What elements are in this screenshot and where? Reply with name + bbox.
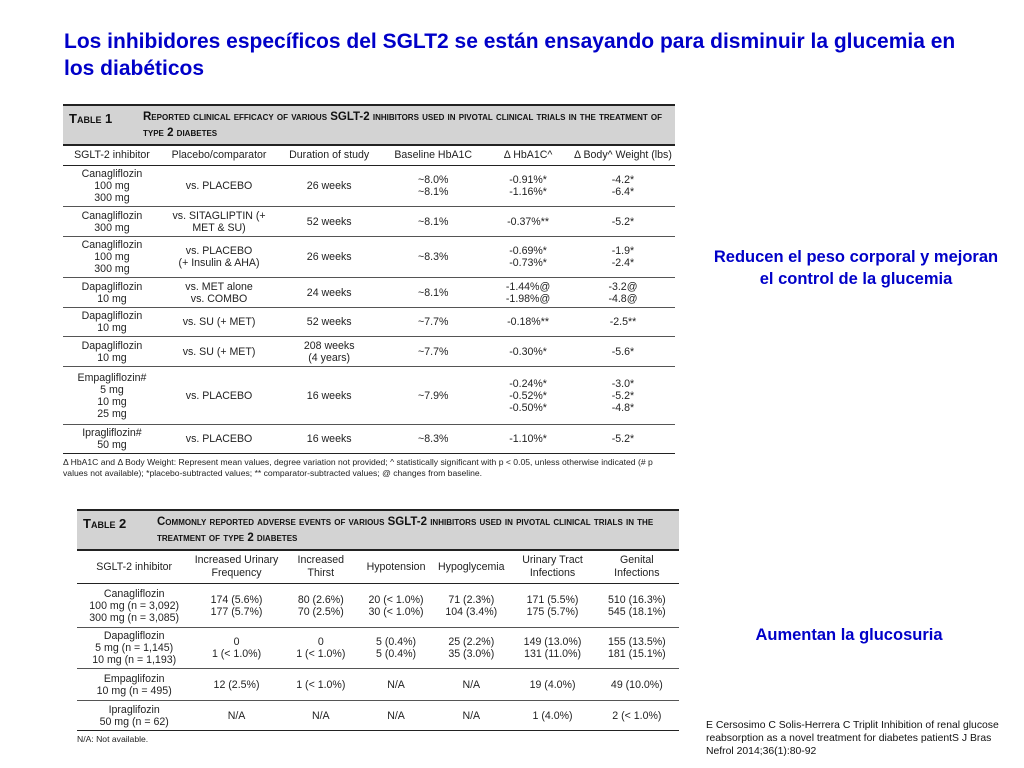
cell-line: 52 weeks <box>306 316 352 328</box>
table-cell <box>360 669 432 701</box>
cell-line: 19 (4.0%) <box>529 678 576 691</box>
cell-line: vs. MET alone <box>185 280 253 293</box>
column-header: Urinary Tract Infections <box>510 551 594 584</box>
cell-line: 171 (5.5%) <box>526 593 579 606</box>
table-cell <box>381 278 485 308</box>
table-cell <box>282 669 360 701</box>
cell-line: 71 (2.3%) <box>448 593 495 606</box>
cell-line: -0.52%* <box>509 389 547 402</box>
cell-line: N/A <box>227 709 246 722</box>
column-header: Increased Urinary Frequency <box>191 551 281 584</box>
table-cell <box>510 584 594 628</box>
table-cell <box>381 237 485 278</box>
table-cell <box>381 367 485 425</box>
table-cell <box>485 207 571 237</box>
cell-line: 5 mg <box>100 383 124 396</box>
cell-line: 50 mg (n = 62) <box>99 715 169 728</box>
table-cell <box>485 367 571 425</box>
table-cell <box>571 425 675 454</box>
column-header: SGLT-2 inhibitor <box>63 146 161 166</box>
table-row <box>63 278 675 308</box>
cell-line: -3.2@ <box>608 280 638 293</box>
cell-line: 16 weeks <box>306 433 352 445</box>
table-row <box>63 237 675 278</box>
cell-line: 10 mg (n = 1,193) <box>92 654 177 666</box>
table-row <box>63 166 675 207</box>
cell-line: 26 weeks <box>306 180 352 192</box>
table-cell <box>432 669 510 701</box>
cell-line: ~8.3% <box>418 433 449 445</box>
cell-line: 5 (0.4%) <box>376 636 417 648</box>
cell-line: vs. PLACEBO <box>185 433 253 445</box>
table-cell <box>161 367 277 425</box>
table-cell <box>282 584 360 628</box>
slide-title: Los inhibidores específicos del SGLT2 se están ensayando para disminuir la glucemia en los diabéticos <box>64 30 956 80</box>
cell-line: Canagliflozin <box>81 209 143 222</box>
table-cell <box>485 425 571 454</box>
cell-line: vs. SITAGLIPTIN (+ <box>172 209 266 222</box>
column-header: Genital Infections <box>595 551 679 584</box>
table-cell <box>571 337 675 367</box>
cell-line: 25 (2.2%) <box>448 636 495 648</box>
table-cell <box>485 166 571 207</box>
cell-line: 10 mg <box>97 351 127 364</box>
cell-line: 155 (13.5%) <box>607 636 666 648</box>
cell-line: vs. SU (+ MET) <box>182 345 256 358</box>
cell-line: 70 (2.5%) <box>297 605 344 618</box>
table-cell <box>77 628 191 669</box>
cell-line: 35 (3.0%) <box>448 648 495 660</box>
column-header: Δ Body^ Weight (lbs) <box>571 146 675 166</box>
cell-line: (4 years) <box>308 351 351 364</box>
table-cell <box>63 308 161 337</box>
table-cell <box>161 308 277 337</box>
table-cell <box>510 701 594 731</box>
side-text-weight: Reducen el peso corporal y mejoran el control de la glucemia <box>713 248 999 288</box>
cell-line: 49 (10.0%) <box>610 678 663 691</box>
table-cell <box>63 337 161 367</box>
table-cell <box>432 584 510 628</box>
cell-line: -1.98%@ <box>505 292 551 305</box>
cell-line: ~8.3% <box>418 251 449 263</box>
cell-line: vs. PLACEBO <box>185 180 253 192</box>
table-cell <box>510 628 594 669</box>
cell-line: Canagliflozin <box>103 587 165 600</box>
cell-line: Empaglifozin <box>103 672 165 685</box>
table-cell <box>510 669 594 701</box>
cell-line: Dapagliflozin <box>81 280 143 293</box>
cell-line: -0.24%* <box>509 377 547 390</box>
side-text-glucosuria: Aumentan la glucosuria <box>755 626 943 644</box>
cell-line: -2.4* <box>611 257 635 269</box>
table-1-caption-bar <box>63 104 675 146</box>
cell-line: 26 weeks <box>306 251 352 263</box>
table-cell <box>595 669 679 701</box>
cell-line: MET & SU) <box>192 221 246 234</box>
table-cell <box>277 166 381 207</box>
cell-line: -5.2* <box>611 433 635 445</box>
reference-citation: E Cersosimo C Solis-Herrera C Triplit Inhibition of renal glucose reabsorption as a novel treatment for diabetes patientS J Bras Nefrol 2014;36(1):80-92 <box>706 720 999 757</box>
cell-line: 100 mg <box>94 251 130 263</box>
cell-line: 174 (5.6%) <box>210 593 263 606</box>
table-cell <box>63 367 161 425</box>
cell-line: -0.50%* <box>509 401 547 414</box>
table-cell <box>485 237 571 278</box>
cell-line: 300 mg <box>94 221 130 234</box>
cell-line: 131 (11.0%) <box>524 648 581 660</box>
table-2-label: Table 2 <box>83 516 127 531</box>
cell-line: -2.5** <box>609 316 637 328</box>
table-cell <box>277 278 381 308</box>
table-cell <box>381 425 485 454</box>
table-cell <box>161 337 277 367</box>
table-cell <box>485 337 571 367</box>
table-1-footnote: Δ HbA1C and Δ Body Weight: Represent mean values, degree variation not provided; ^ statistically significant with p < 0.05, unless otherwise indicated (# p values not available); *placebo-subtracted values; ** comparator-subtracted values; @ changes from baseline. <box>63 457 653 478</box>
cell-line: 175 (5.7%) <box>526 605 579 618</box>
table-cell <box>277 308 381 337</box>
table-cell <box>381 207 485 237</box>
cell-line: -1.16%* <box>509 186 547 198</box>
table-cell <box>571 278 675 308</box>
cell-line: 1 (< 1.0%) <box>296 648 346 660</box>
table-row <box>63 308 675 337</box>
cell-line: 2 (< 1.0%) <box>612 709 662 722</box>
cell-line: 5 (0.4%) <box>376 648 417 660</box>
table-row <box>77 628 679 669</box>
table-cell <box>571 308 675 337</box>
table-cell <box>77 669 191 701</box>
table-row <box>77 584 679 628</box>
cell-line: ~7.7% <box>418 316 449 328</box>
table-cell <box>161 278 277 308</box>
cell-line: 100 mg <box>94 180 130 192</box>
table-cell <box>63 425 161 454</box>
table-cell <box>161 237 277 278</box>
table-cell <box>277 237 381 278</box>
cell-line: Empagliflozin# <box>77 371 147 384</box>
column-header: Δ HbA1C^ <box>485 146 571 166</box>
cell-line: 1 (< 1.0%) <box>211 648 262 660</box>
table-cell <box>360 701 432 731</box>
table-cell <box>63 166 161 207</box>
column-header: Increased Thirst <box>282 551 360 584</box>
cell-line: Ipraglifozin <box>108 703 160 716</box>
cell-line: -4.8* <box>611 401 635 414</box>
cell-line: 0 <box>233 636 240 648</box>
table-row <box>63 207 675 237</box>
cell-line: -4.2* <box>611 174 635 186</box>
table-cell <box>77 701 191 731</box>
cell-line: 545 (18.1%) <box>607 605 666 618</box>
cell-line: 20 (< 1.0%) <box>368 593 424 606</box>
cell-line: ~7.9% <box>418 389 449 402</box>
column-header: Placebo/comparator <box>161 146 277 166</box>
cell-line: 300 mg <box>94 263 130 275</box>
cell-line: -0.18%** <box>507 316 549 328</box>
cell-line: ~8.0% <box>418 174 449 186</box>
table-cell <box>432 701 510 731</box>
cell-line: -1.9* <box>611 245 635 257</box>
table-cell <box>63 237 161 278</box>
table-cell <box>63 207 161 237</box>
table-cell <box>191 669 281 701</box>
table-1-caption: Reported clinical efficacy of various SGLT-2 inhibitors used in pivotal clinical trials in the treatment of type 2 diabetes <box>143 111 663 139</box>
cell-line: 181 (15.1%) <box>607 648 666 660</box>
cell-line: 10 mg <box>97 395 127 408</box>
cell-line: -0.91%* <box>509 174 547 186</box>
table-cell <box>191 701 281 731</box>
cell-line: N/A <box>387 678 405 691</box>
cell-line: 10 mg <box>97 292 127 305</box>
cell-line: ~8.1% <box>418 215 449 228</box>
cell-line: 80 (2.6%) <box>297 593 344 606</box>
table-cell <box>485 278 571 308</box>
column-header: Hypoglycemia <box>432 551 510 584</box>
cell-line: Canagliflozin <box>81 168 143 180</box>
table-2 <box>77 509 679 745</box>
table-cell <box>277 367 381 425</box>
cell-line: vs. PLACEBO <box>185 389 253 402</box>
table-1-label: Table 1 <box>69 111 113 126</box>
efficacy-table <box>63 146 675 454</box>
cell-line: ~8.1% <box>418 186 449 198</box>
table-row <box>63 425 675 454</box>
cell-line: Canagliflozin <box>81 239 143 251</box>
cell-line: 50 mg <box>97 439 127 451</box>
table-2-caption-bar <box>77 509 679 551</box>
table-2-footnote: N/A: Not available. <box>77 734 149 744</box>
cell-line: -0.30%* <box>509 345 547 358</box>
table-cell <box>571 237 675 278</box>
cell-line: -1.10%* <box>509 433 547 445</box>
cell-line: (+ Insulin & AHA) <box>178 257 260 269</box>
cell-line: -4.8@ <box>608 292 638 305</box>
cell-line: 16 weeks <box>306 389 352 402</box>
table-1 <box>63 104 675 479</box>
cell-line: 10 mg (n = 495) <box>96 684 172 697</box>
table-cell <box>432 628 510 669</box>
cell-line: 12 (2.5%) <box>213 678 260 691</box>
cell-line: 104 (3.4%) <box>445 605 498 618</box>
cell-line: -1.44%@ <box>505 280 551 293</box>
table-cell <box>161 207 277 237</box>
cell-line: 30 (< 1.0%) <box>368 605 424 618</box>
table-cell <box>360 628 432 669</box>
column-header: Duration of study <box>277 146 381 166</box>
cell-line: 24 weeks <box>306 286 352 299</box>
table-cell <box>191 584 281 628</box>
cell-line: -6.4* <box>611 186 635 198</box>
table-cell <box>595 584 679 628</box>
table-1-header-row <box>63 146 675 166</box>
column-header: Baseline HbA1C <box>381 146 485 166</box>
table-row <box>77 669 679 701</box>
cell-line: N/A <box>311 709 330 722</box>
cell-line: N/A <box>462 709 481 722</box>
table-cell <box>161 425 277 454</box>
table-cell <box>277 337 381 367</box>
cell-line: 0 <box>317 636 324 648</box>
cell-line: ~8.1% <box>418 286 449 299</box>
table-row <box>63 337 675 367</box>
cell-line: N/A <box>462 678 481 691</box>
table-cell <box>381 337 485 367</box>
cell-line: -3.0* <box>611 377 635 390</box>
table-cell <box>571 367 675 425</box>
cell-line: -0.37%** <box>507 215 549 228</box>
cell-line: 149 (13.0%) <box>523 636 582 648</box>
table-row <box>63 367 675 425</box>
cell-line: Dapagliflozin <box>81 339 143 352</box>
cell-line: 52 weeks <box>306 215 352 228</box>
cell-line: -5.2* <box>611 389 635 402</box>
cell-line: 510 (16.3%) <box>607 593 666 606</box>
cell-line: 1 (4.0%) <box>532 709 573 722</box>
cell-line: -5.2* <box>611 215 635 228</box>
column-header: SGLT-2 inhibitor <box>77 551 191 584</box>
cell-line: -5.6* <box>611 345 635 358</box>
cell-line: vs. COMBO <box>190 292 248 305</box>
table-2-caption: Commonly reported adverse events of various SGLT-2 inhibitors used in pivotal clinical trials in the treatment of type 2 diabetes <box>157 516 654 544</box>
cell-line: 25 mg <box>97 407 127 420</box>
cell-line: -0.73%* <box>509 257 547 269</box>
table-cell <box>282 701 360 731</box>
cell-line: 100 mg (n = 3,092) <box>89 599 180 612</box>
column-header: Hypotension <box>360 551 432 584</box>
table-cell <box>191 628 281 669</box>
table-cell <box>381 308 485 337</box>
cell-line: vs. PLACEBO <box>185 245 253 257</box>
cell-line: Ipragliflozin# <box>82 427 142 439</box>
cell-line: N/A <box>387 709 405 722</box>
cell-line: 5 mg (n = 1,145) <box>95 642 174 654</box>
adverse-events-table <box>77 551 679 731</box>
table-cell <box>571 207 675 237</box>
cell-line: Dapagliflozin <box>81 310 143 322</box>
table-cell <box>277 207 381 237</box>
table-cell <box>360 584 432 628</box>
cell-line: vs. SU (+ MET) <box>182 316 256 328</box>
cell-line: 177 (5.7%) <box>210 605 263 618</box>
table-2-header-row <box>77 551 679 584</box>
cell-line: ~7.7% <box>418 345 449 358</box>
table-cell <box>381 166 485 207</box>
table-row <box>77 701 679 731</box>
table-cell <box>63 278 161 308</box>
table-cell <box>485 308 571 337</box>
cell-line: Dapagliflozin <box>103 630 165 642</box>
cell-line: 1 (< 1.0%) <box>296 678 346 691</box>
table-cell <box>282 628 360 669</box>
cell-line: 10 mg <box>97 322 127 334</box>
table-cell <box>595 701 679 731</box>
cell-line: 208 weeks <box>303 339 355 352</box>
table-cell <box>277 425 381 454</box>
table-cell <box>77 584 191 628</box>
table-cell <box>571 166 675 207</box>
cell-line: 300 mg <box>94 192 130 204</box>
table-cell <box>595 628 679 669</box>
table-cell <box>161 166 277 207</box>
cell-line: 300 mg (n = 3,085) <box>89 611 180 624</box>
cell-line: -0.69%* <box>509 245 547 257</box>
